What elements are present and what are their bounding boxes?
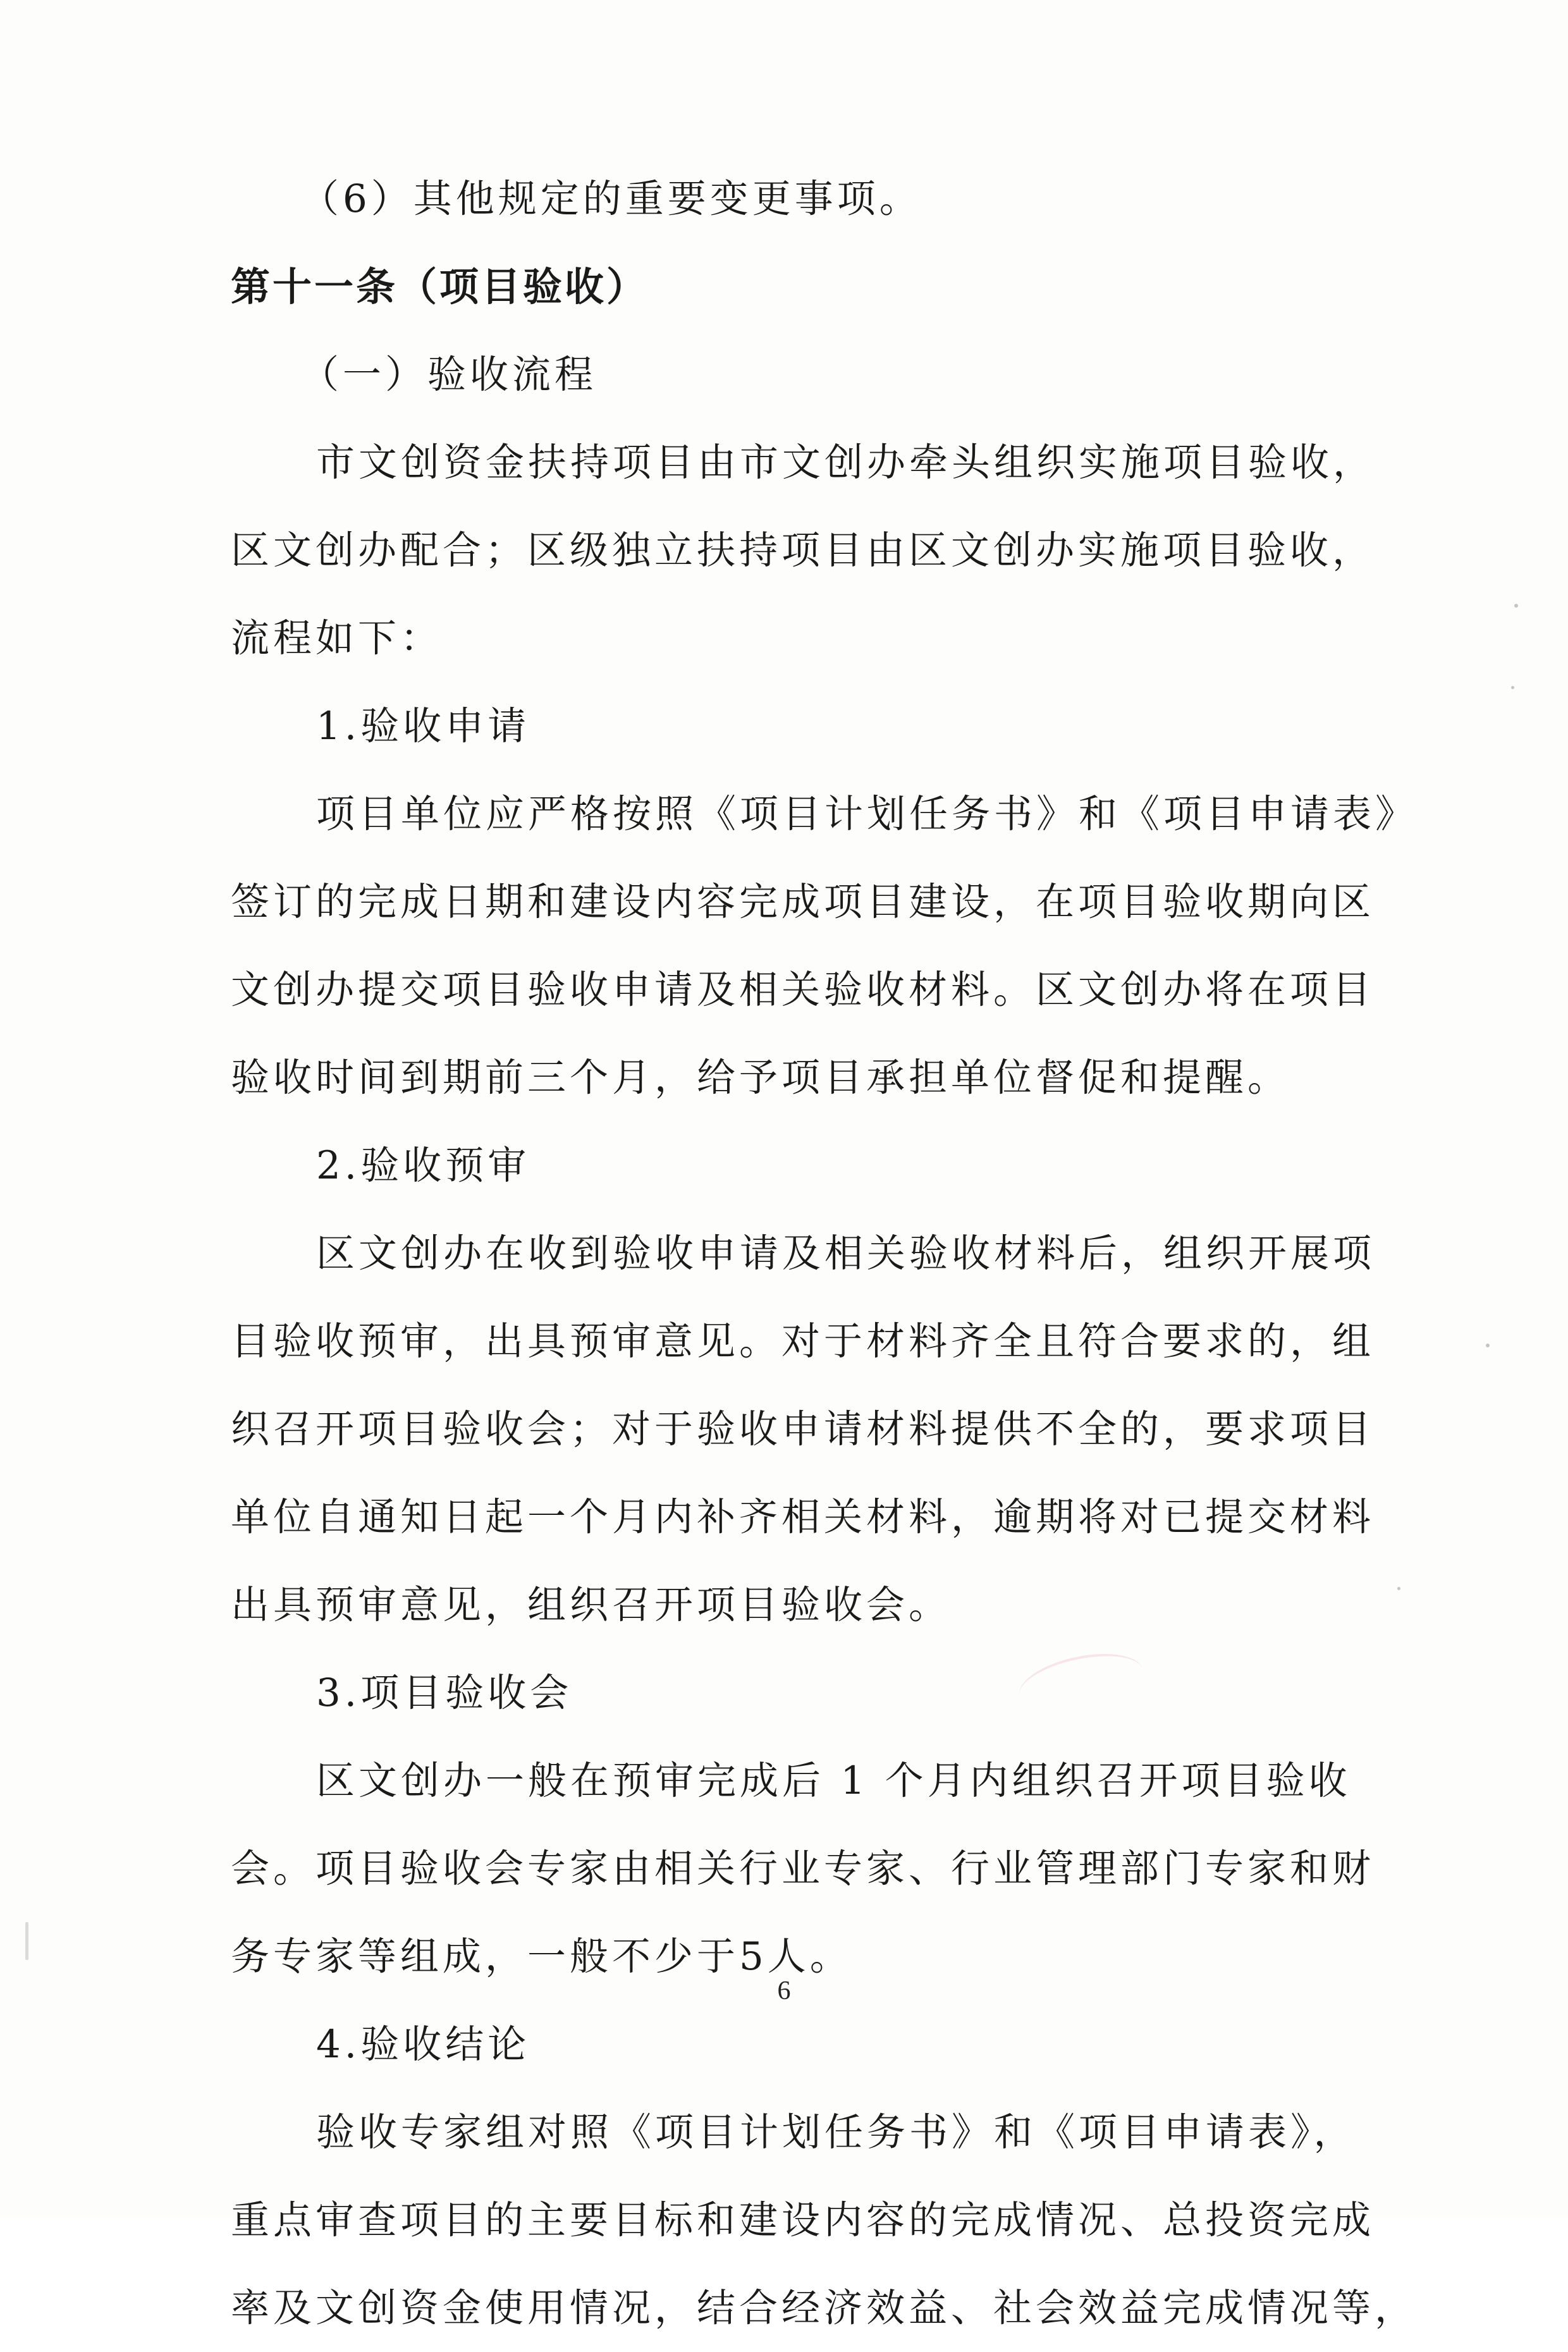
paragraph-line: 织召开项目验收会；对于验收申请材料提供不全的，要求项目 [231,1407,1375,1452]
scan-speck [1514,604,1518,608]
article-heading: 第十一条（项目验收） [231,264,649,310]
paragraph-line: 签订的完成日期和建设内容完成项目建设，在项目验收期向区 [231,879,1375,924]
paragraph-line: 文创办提交项目验收申请及相关验收材料。区文创办将在项目 [231,967,1375,1012]
paragraph-line: 单位自通知日起一个月内补齐相关材料，逾期将对已提交材料 [231,1495,1375,1540]
paragraph-line: 流程如下： [231,616,443,661]
scan-speck [1397,1587,1400,1590]
paragraph-line: 区文创办一般在预审完成后 1 个月内组织召开项目验收 [316,1758,1351,1803]
document-body [231,155,1418,2352]
subsection-heading: 2.验收预审 [316,1143,530,1188]
paragraph-line: 目验收预审，出具预审意见。对于材料齐全且符合要求的，组 [231,1319,1375,1364]
scan-speck [1511,686,1514,689]
paragraph-line: 会。项目验收会专家由相关行业专家、行业管理部门专家和财 [231,1846,1375,1891]
paragraph-line: 重点审查项目的主要目标和建设内容的完成情况、总投资完成 [231,2198,1375,2243]
subsection-heading: 3.项目验收会 [316,1670,573,1715]
paragraph-line: 务专家等组成，一般不少于5人。 [231,1934,852,1979]
subsection-heading: 4.验收结论 [316,2022,530,2067]
paragraph-line: 验收时间到期前三个月，给予项目承担单位督促和提醒。 [231,1055,1290,1100]
page-number: 6 [777,1976,791,2006]
paragraph-line: 率及文创资金使用情况，结合经济效益、社会效益完成情况等， [231,2286,1418,2331]
paragraph-line: 区文创办配合；区级独立扶持项目由区文创办实施项目验收， [231,528,1375,573]
clause-item-6: （6）其他规定的重要变更事项。 [300,176,922,221]
paragraph-line: 项目单位应严格按照《项目计划任务书》和《项目申请表》 [316,792,1418,836]
scan-speck [1486,1344,1490,1347]
paragraph-line: 验收专家组对照《项目计划任务书》和《项目申请表》， [316,2110,1356,2155]
section-heading: （一）验收流程 [300,352,597,397]
paragraph-line: 出具预审意见，组织召开项目验收会。 [231,1583,952,1627]
subsection-heading: 1.验收申请 [316,704,530,749]
paragraph-line: 区文创办在收到验收申请及相关验收材料后，组织开展项 [316,1231,1376,1276]
paragraph-line: 市文创资金扶持项目由市文创办牵头组织实施项目验收， [316,440,1376,485]
scan-edge-mark [25,1922,28,1960]
